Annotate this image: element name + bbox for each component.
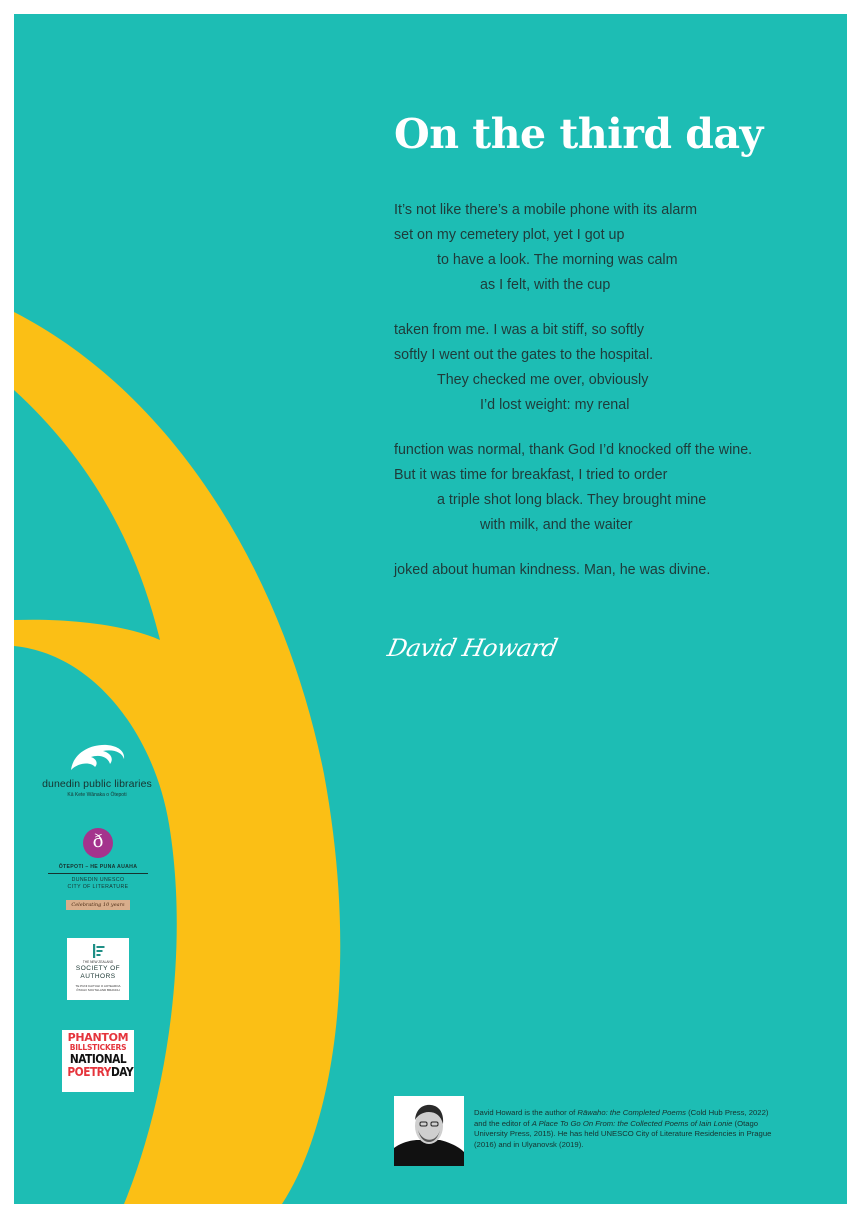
decorative-swirl [14, 14, 847, 1204]
pnpd-billstickers: BILLSTICKERS [69, 1043, 127, 1052]
author-photo [394, 1096, 464, 1166]
nzsa-name [67, 965, 129, 981]
nzsa-line-1: THE NEW ZEALAND [82, 960, 114, 964]
nzsa-name-1: SOCIETY OF [75, 965, 121, 972]
poem-line: joked about human kindness. Man, he was divine. [394, 562, 711, 578]
poem-line: taken from me. I was a bit stiff, so softly [394, 322, 645, 338]
author-signature: David Howard [385, 634, 560, 662]
pnpd-phantom: PHANTOM [67, 1031, 129, 1044]
unesco-line-3: CITY OF LITERATURE [67, 884, 129, 890]
nzsa-footer-2: ŌTAGO SOUTHLAND BRANCH [76, 988, 120, 992]
pnpd-poetry-day [67, 1064, 134, 1079]
nzsa-footer [67, 984, 129, 992]
author-photo-icon [394, 1096, 464, 1166]
stanza-4 [394, 558, 834, 583]
poem-line: I’d lost weight: my renal [480, 397, 630, 413]
anniversary-badge: Celebrating 10 years [66, 900, 129, 910]
bio-text: (Otago University Press, 2015). He has held UNESCO City of Literature Residencies in Prague (2016) and in Ulyanovsk (2019). [474, 1118, 772, 1149]
bio-book-title: Rāwaho: the Completed Poems [577, 1108, 686, 1117]
bio-text: (Cold Hub Press, 2022) and the editor of [474, 1108, 769, 1128]
poem-line: But it was time for breakfast, I tried to order [394, 467, 668, 483]
poem-line: with milk, and the waiter [480, 517, 633, 533]
poem-body [394, 198, 834, 603]
poem-title: On the third day [394, 110, 763, 158]
divider [48, 873, 148, 874]
nzsa-name-2: AUTHORS [80, 973, 116, 980]
poem-line: a triple shot long black. They brought mine [437, 492, 707, 508]
library-subtitle: Kā Kete Wānaka o Ōtepoti [67, 792, 127, 798]
national-poetry-day-logo [62, 1030, 134, 1092]
pnpd-poetry: POETRY [67, 1064, 111, 1079]
pnpd-day: DAY [110, 1064, 134, 1079]
poem-line: It’s not like there’s a mobile phone with its alarm [394, 202, 698, 218]
stanza-2 [394, 318, 834, 418]
pnpd-national: NATIONAL [69, 1051, 127, 1066]
unesco-line-2: DUNEDIN UNESCO [71, 877, 125, 883]
poster [14, 14, 847, 1204]
unesco-mark-icon: ð [83, 828, 113, 858]
unesco-line-1: ŌTEPOTI – HE PUNA AUAHA [58, 864, 138, 870]
nzsa-footer-1: TE PUNI KAITUHI O AOTEAROA [75, 984, 121, 988]
dunedin-libraries-logo [30, 742, 164, 798]
unesco-city-of-literature-logo [42, 828, 154, 910]
wave-swirl-icon [67, 742, 127, 772]
poem-line: softly I went out the gates to the hospital. [394, 347, 654, 363]
poem-line: They checked me over, obviously [437, 372, 649, 388]
stanza-1 [394, 198, 834, 298]
bio-text: David Howard is the author of [474, 1108, 578, 1117]
library-name: dunedin public libraries [42, 778, 152, 790]
stanza-3 [394, 438, 834, 538]
author-bio [474, 1108, 774, 1150]
poem-line: to have a look. The morning was calm [437, 252, 678, 268]
bio-book-title: A Place To Go On From: the Collected Poems of Iain Lonie [531, 1118, 733, 1128]
society-of-authors-logo [67, 938, 129, 1000]
quill-bars-icon [93, 944, 105, 958]
poem-line: set on my cemetery plot, yet I got up [394, 227, 625, 243]
poem-line: function was normal, thank God I’d knocked off the wine. [394, 442, 753, 458]
poem-line: as I felt, with the cup [480, 277, 611, 293]
